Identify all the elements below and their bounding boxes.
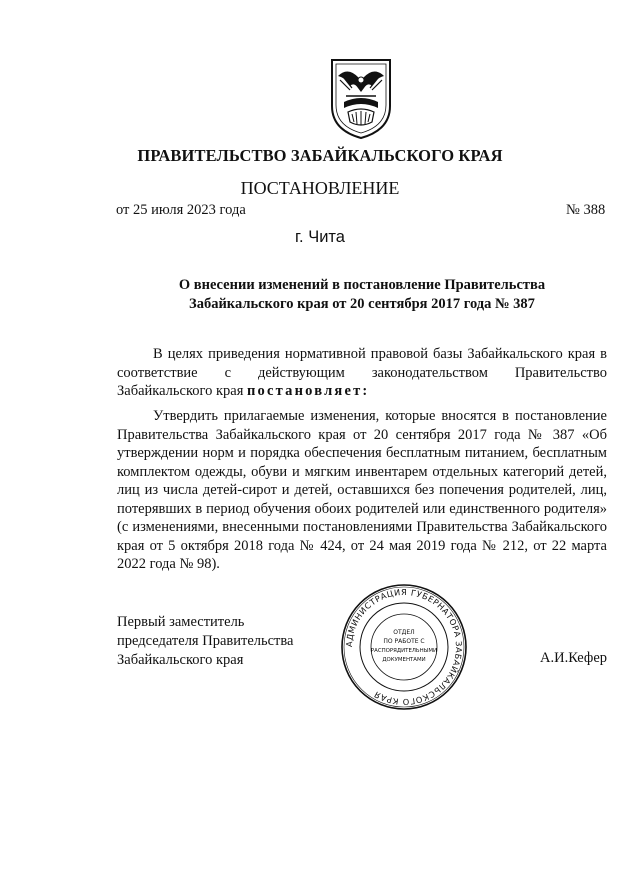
government-title: ПРАВИТЕЛЬСТВО ЗАБАЙКАЛЬСКОГО КРАЯ — [137, 146, 503, 165]
signatory-position — [117, 613, 293, 670]
document-heading — [116, 276, 608, 314]
signatory-line-2: председателя Правительства — [117, 633, 294, 649]
seal-center-line-1: ОТДЕЛ — [393, 629, 415, 636]
preamble-paragraph — [117, 345, 607, 401]
seal-ring-text: АДМИНИСТРАЦИЯ ГУБЕРНАТОРА ЗАБАЙКАЛЬСКОГО КРАЯ — [343, 586, 465, 708]
document-date: от 25 июля 2023 года — [116, 202, 246, 218]
coat-of-arms-icon — [326, 56, 396, 140]
heading-line-2: Забайкальского края от 20 сентября 2017 года № 387 — [189, 296, 535, 312]
document-city: г. Чита — [295, 228, 345, 246]
official-seal — [340, 583, 468, 711]
decree-word: постановляет: — [247, 383, 370, 399]
signatory-line-3: Забайкальского края — [117, 652, 244, 668]
document-type: ПОСТАНОВЛЕНИЕ — [240, 178, 400, 198]
resolution-paragraph: Утвердить прилагаемые изменения, которые вносятся в постановление Правительства Забайкальского края от 20 сентября 2017 года № 387 «Об утверждении норм и порядка обеспечения бесплатным питанием, бесплатным комплектом одежды, обуви и мягким инвентарем отдельных категорий детей, лиц из числа детей-сирот и детей, оставшихся без попечения родителей, лиц, потерявших в период обучения обоих родителей или единственного родителя» (с изменениями, внесенными постановлениями Правительства Забайкальского края от 5 октября 2018 года № 424, от 24 мая 2019 года № 212, от 22 марта 2022 года № 98). — [117, 408, 607, 572]
seal-center-line-3: РАСПОРЯДИТЕЛЬНЫМИ — [370, 648, 438, 654]
seal-center-line-4: ДОКУМЕНТАМИ — [382, 657, 426, 663]
signatory-name: А.И.Кефер — [540, 650, 608, 666]
preamble-text: В целях приведения нормативной правовой базы Забайкальского края в соответствие с действующим законодательством Правительство Забайкальского края — [117, 346, 607, 399]
seal-center-line-2: ПО РАБОТЕ С — [383, 638, 425, 645]
document-number: № 388 — [566, 202, 606, 218]
heading-line-1: О внесении изменений в постановление Правительства — [178, 277, 546, 293]
signatory-line-1: Первый заместитель — [117, 614, 245, 630]
